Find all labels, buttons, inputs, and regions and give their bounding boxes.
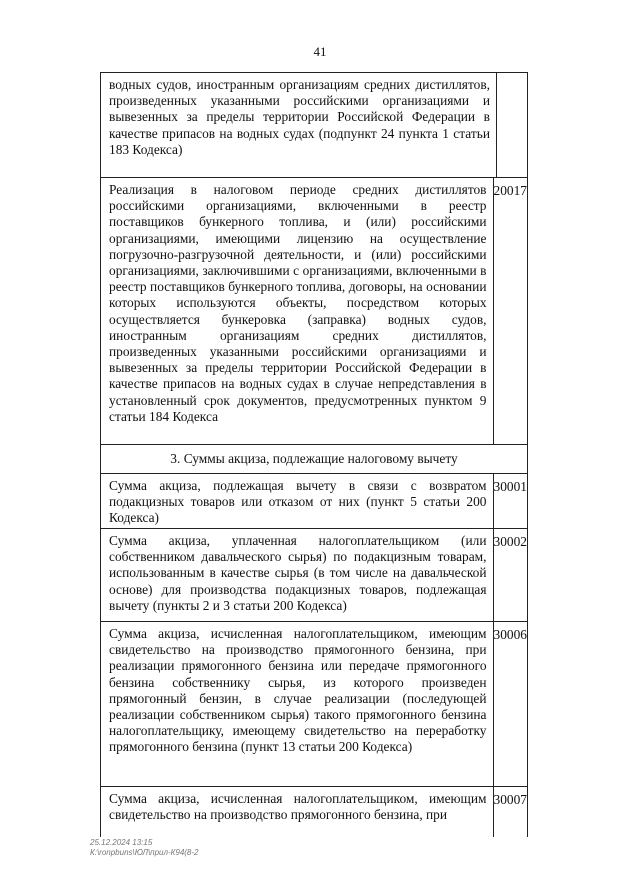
page-number: 41 xyxy=(313,44,327,59)
table-row xyxy=(101,73,527,178)
row-description: Реализация в налоговом периоде средних дистиллятов российскими организациями, включенными в реестр поставщиков бункерного топлива, и (или) российскими организациями, имеющими лицензию на осуществление погрузочно-разгрузочной деятельности, и (или) российскими организациями, заключившими с организациями, включенными в реестр поставщиков бункерного топлива, договоры, на основании которых используются объекты, посредством которых осуществляется бункеровка (заправка) водных судов, иностранным организациям средних дистиллятов, произведенных указанными российскими организациями и вывезенных за пределы территории Российской Федерации в качестве припасов на водных судах в случае непредставления в установленный срок документов, предусмотренных пунктом 9 статьи 184 Кодекса xyxy=(101,178,494,444)
row-description: Сумма акциза, подлежащая вычету в связи с возвратом подакцизных товаров или отказом от них (пункт 5 статьи 200 Кодекса) xyxy=(101,474,494,528)
footer-timestamp: 25.12.2024 13:15 xyxy=(90,838,153,847)
row-code: 30001 xyxy=(493,479,527,494)
row-code: 30006 xyxy=(493,627,527,642)
row-code: 20017 xyxy=(493,183,527,198)
table-row xyxy=(101,474,527,529)
table-row xyxy=(101,787,527,837)
table-row xyxy=(101,622,527,787)
row-description: Сумма акциза, уплаченная налогоплательщиком (или собственником давальческого сырья) по подакцизным товарам, использованным в качестве сырья (в том числе на давальческой основе) для производства подакцизных товаров, подлежащая вычету (пункты 2 и 3 статьи 200 Кодекса) xyxy=(101,529,494,621)
excise-table xyxy=(100,72,528,837)
row-code xyxy=(497,73,527,177)
row-code: 30007 xyxy=(493,792,527,807)
table-row xyxy=(101,529,527,622)
section-title: 3. Суммы акциза, подлежащие налоговому вычету xyxy=(170,451,458,466)
footer-file-path: К:\ronpbuns\ЮЛ\прил-К94(8-2 xyxy=(90,848,199,857)
section-header-row xyxy=(101,445,527,474)
row-description: водных судов, иностранным организациям средних дистиллятов, произведенных указанными российскими организациями и вывезенных за пределы территории Российской Федерации в качестве припасов на водных судах (подпункт 24 пункта 1 статьи 183 Кодекса) xyxy=(101,73,497,177)
document-footer xyxy=(90,838,199,858)
row-description: Сумма акциза, исчисленная налогоплательщиком, имеющим свидетельство на производство прямогонного бензина, при xyxy=(101,787,494,837)
row-code: 30002 xyxy=(493,534,527,549)
row-description: Сумма акциза, исчисленная налогоплательщиком, имеющим свидетельство на производство прямогонного бензина, при реализации прямогонного бензина или передаче прямогонного бензина собственнику сырья, из которого произведен прямогонный бензин, в случае реализации (последующей реализации собственником сырья) такого прямогонного бензина налогоплательщику, имеющему свидетельство на переработку прямогонного бензина (пункт 13 статьи 200 Кодекса) xyxy=(101,622,494,786)
table-row xyxy=(101,178,527,445)
